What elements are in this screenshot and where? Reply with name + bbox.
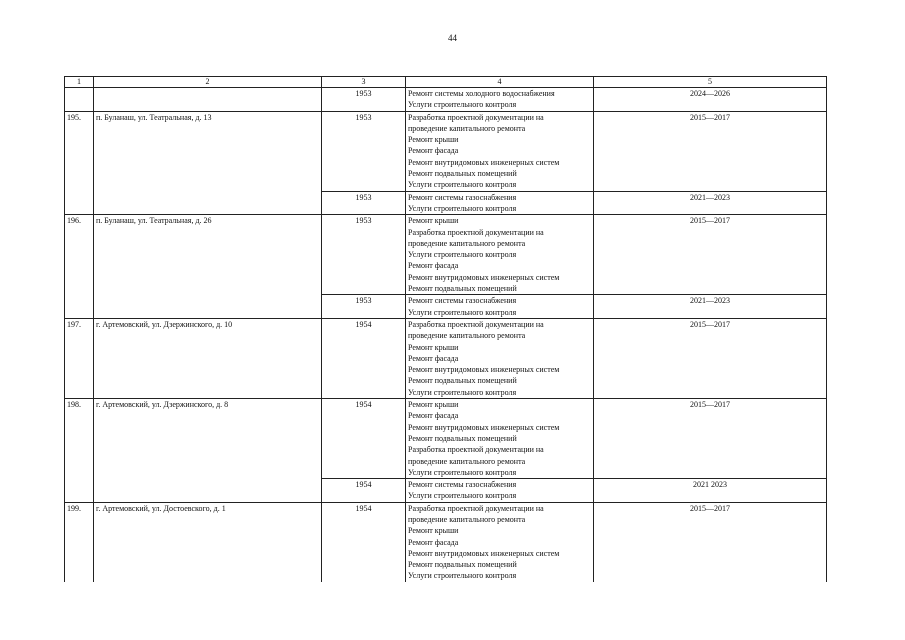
work-item: Ремонт внутридомовых инженерных систем — [408, 548, 560, 558]
work-item: Ремонт системы холодного водоснабжения — [408, 89, 555, 98]
work-item: проведение капитального ремонта — [408, 238, 526, 248]
construction-year: 1954 — [322, 399, 406, 479]
work-item: Ремонт системы газоснабжения — [408, 192, 517, 202]
planned-period: 2021 2023 — [594, 479, 827, 503]
building-address — [94, 88, 322, 112]
page-number: 44 — [448, 33, 457, 43]
work-item: Услуги строительного контроля — [408, 100, 517, 110]
building-address: г. Артемовский, ул. Дзержинского, д. 8 — [94, 399, 322, 503]
planned-period: 2024—2026 — [594, 88, 827, 112]
work-item: Ремонт фасада — [408, 146, 459, 156]
work-types-cell — [406, 479, 594, 503]
work-types-cell — [406, 88, 594, 112]
work-item: Ремонт фасада — [408, 353, 459, 363]
work-item: Ремонт внутридомовых инженерных систем — [408, 422, 560, 432]
planned-period: 2021—2023 — [594, 191, 827, 215]
work-types-cell — [406, 191, 594, 215]
entry-number: 199. — [65, 502, 94, 582]
repair-schedule-table — [64, 76, 827, 582]
work-types-cell — [406, 215, 594, 295]
work-item: Ремонт подвальных помещений — [408, 284, 517, 294]
entry-number: 196. — [65, 215, 94, 319]
column-number: 2 — [94, 77, 322, 88]
column-number: 4 — [406, 77, 594, 88]
work-item: Ремонт крыши — [408, 135, 459, 145]
work-item: Ремонт крыши — [408, 526, 459, 536]
column-number-row — [65, 77, 827, 88]
work-item: Услуги строительного контроля — [408, 203, 517, 213]
work-item: Услуги строительного контроля — [408, 387, 517, 397]
work-item: Ремонт внутридомовых инженерных систем — [408, 365, 560, 375]
planned-period: 2015—2017 — [594, 502, 827, 582]
table-row — [65, 318, 827, 398]
planned-period: 2015—2017 — [594, 111, 827, 191]
work-item: Услуги строительного контроля — [408, 571, 517, 581]
construction-year: 1953 — [322, 295, 406, 319]
work-item: Разработка проектной документации на — [408, 319, 544, 329]
work-item: проведение капитального ремонта — [408, 456, 526, 466]
work-item: Ремонт подвальных помещений — [408, 560, 517, 570]
work-item: проведение капитального ремонта — [408, 331, 526, 341]
work-item: Разработка проектной документации на — [408, 503, 544, 513]
planned-period: 2015—2017 — [594, 399, 827, 479]
table-row — [65, 399, 827, 479]
work-item: Ремонт подвальных помещений — [408, 169, 517, 179]
table-row — [65, 215, 827, 295]
column-number: 3 — [322, 77, 406, 88]
work-item: Услуги строительного контроля — [408, 307, 517, 317]
construction-year: 1953 — [322, 191, 406, 215]
column-number: 5 — [594, 77, 827, 88]
work-types-cell — [406, 295, 594, 319]
work-item: Ремонт внутридомовых инженерных систем — [408, 157, 560, 167]
construction-year: 1953 — [322, 88, 406, 112]
work-item: Услуги строительного контроля — [408, 491, 517, 501]
work-item: Ремонт подвальных помещений — [408, 376, 517, 386]
work-item: Ремонт системы газоснабжения — [408, 480, 517, 490]
work-item: Ремонт подвальных помещений — [408, 433, 517, 443]
work-item: проведение капитального ремонта — [408, 514, 526, 524]
work-item: Ремонт системы газоснабжения — [408, 296, 517, 306]
construction-year: 1954 — [322, 502, 406, 582]
entry-number: 195. — [65, 111, 94, 215]
work-item: Ремонт фасада — [408, 261, 459, 271]
work-item: Ремонт фасада — [408, 411, 459, 421]
planned-period: 2021—2023 — [594, 295, 827, 319]
construction-year: 1953 — [322, 215, 406, 295]
work-types-cell — [406, 399, 594, 479]
work-item: Разработка проектной документации на — [408, 445, 544, 455]
table-row — [65, 88, 827, 112]
work-item: Услуги строительного контроля — [408, 180, 517, 190]
table-row — [65, 502, 827, 582]
construction-year: 1954 — [322, 318, 406, 398]
work-item: Ремонт крыши — [408, 216, 459, 226]
construction-year: 1953 — [322, 111, 406, 191]
work-item: Ремонт крыши — [408, 342, 459, 352]
entry-number: 198. — [65, 399, 94, 503]
planned-period: 2015—2017 — [594, 318, 827, 398]
work-item: Разработка проектной документации на — [408, 112, 544, 122]
column-number: 1 — [65, 77, 94, 88]
work-types-cell — [406, 502, 594, 582]
work-item: Ремонт фасада — [408, 537, 459, 547]
work-item: Разработка проектной документации на — [408, 227, 544, 237]
work-item: Ремонт внутридомовых инженерных систем — [408, 272, 560, 282]
work-types-cell — [406, 318, 594, 398]
work-item: Услуги строительного контроля — [408, 250, 517, 260]
work-item: проведение капитального ремонта — [408, 123, 526, 133]
building-address: г. Артемовский, ул. Достоевского, д. 1 — [94, 502, 322, 582]
work-item: Услуги строительного контроля — [408, 467, 517, 477]
work-item: Ремонт крыши — [408, 400, 459, 410]
table-body — [65, 77, 827, 582]
table-row — [65, 111, 827, 191]
construction-year: 1954 — [322, 479, 406, 503]
planned-period: 2015—2017 — [594, 215, 827, 295]
work-types-cell — [406, 111, 594, 191]
entry-number: 197. — [65, 318, 94, 398]
building-address: п. Буланаш, ул. Театральная, д. 13 — [94, 111, 322, 215]
entry-number — [65, 88, 94, 112]
building-address: г. Артемовский, ул. Дзержинского, д. 10 — [94, 318, 322, 398]
building-address: п. Буланаш, ул. Театральная, д. 26 — [94, 215, 322, 319]
